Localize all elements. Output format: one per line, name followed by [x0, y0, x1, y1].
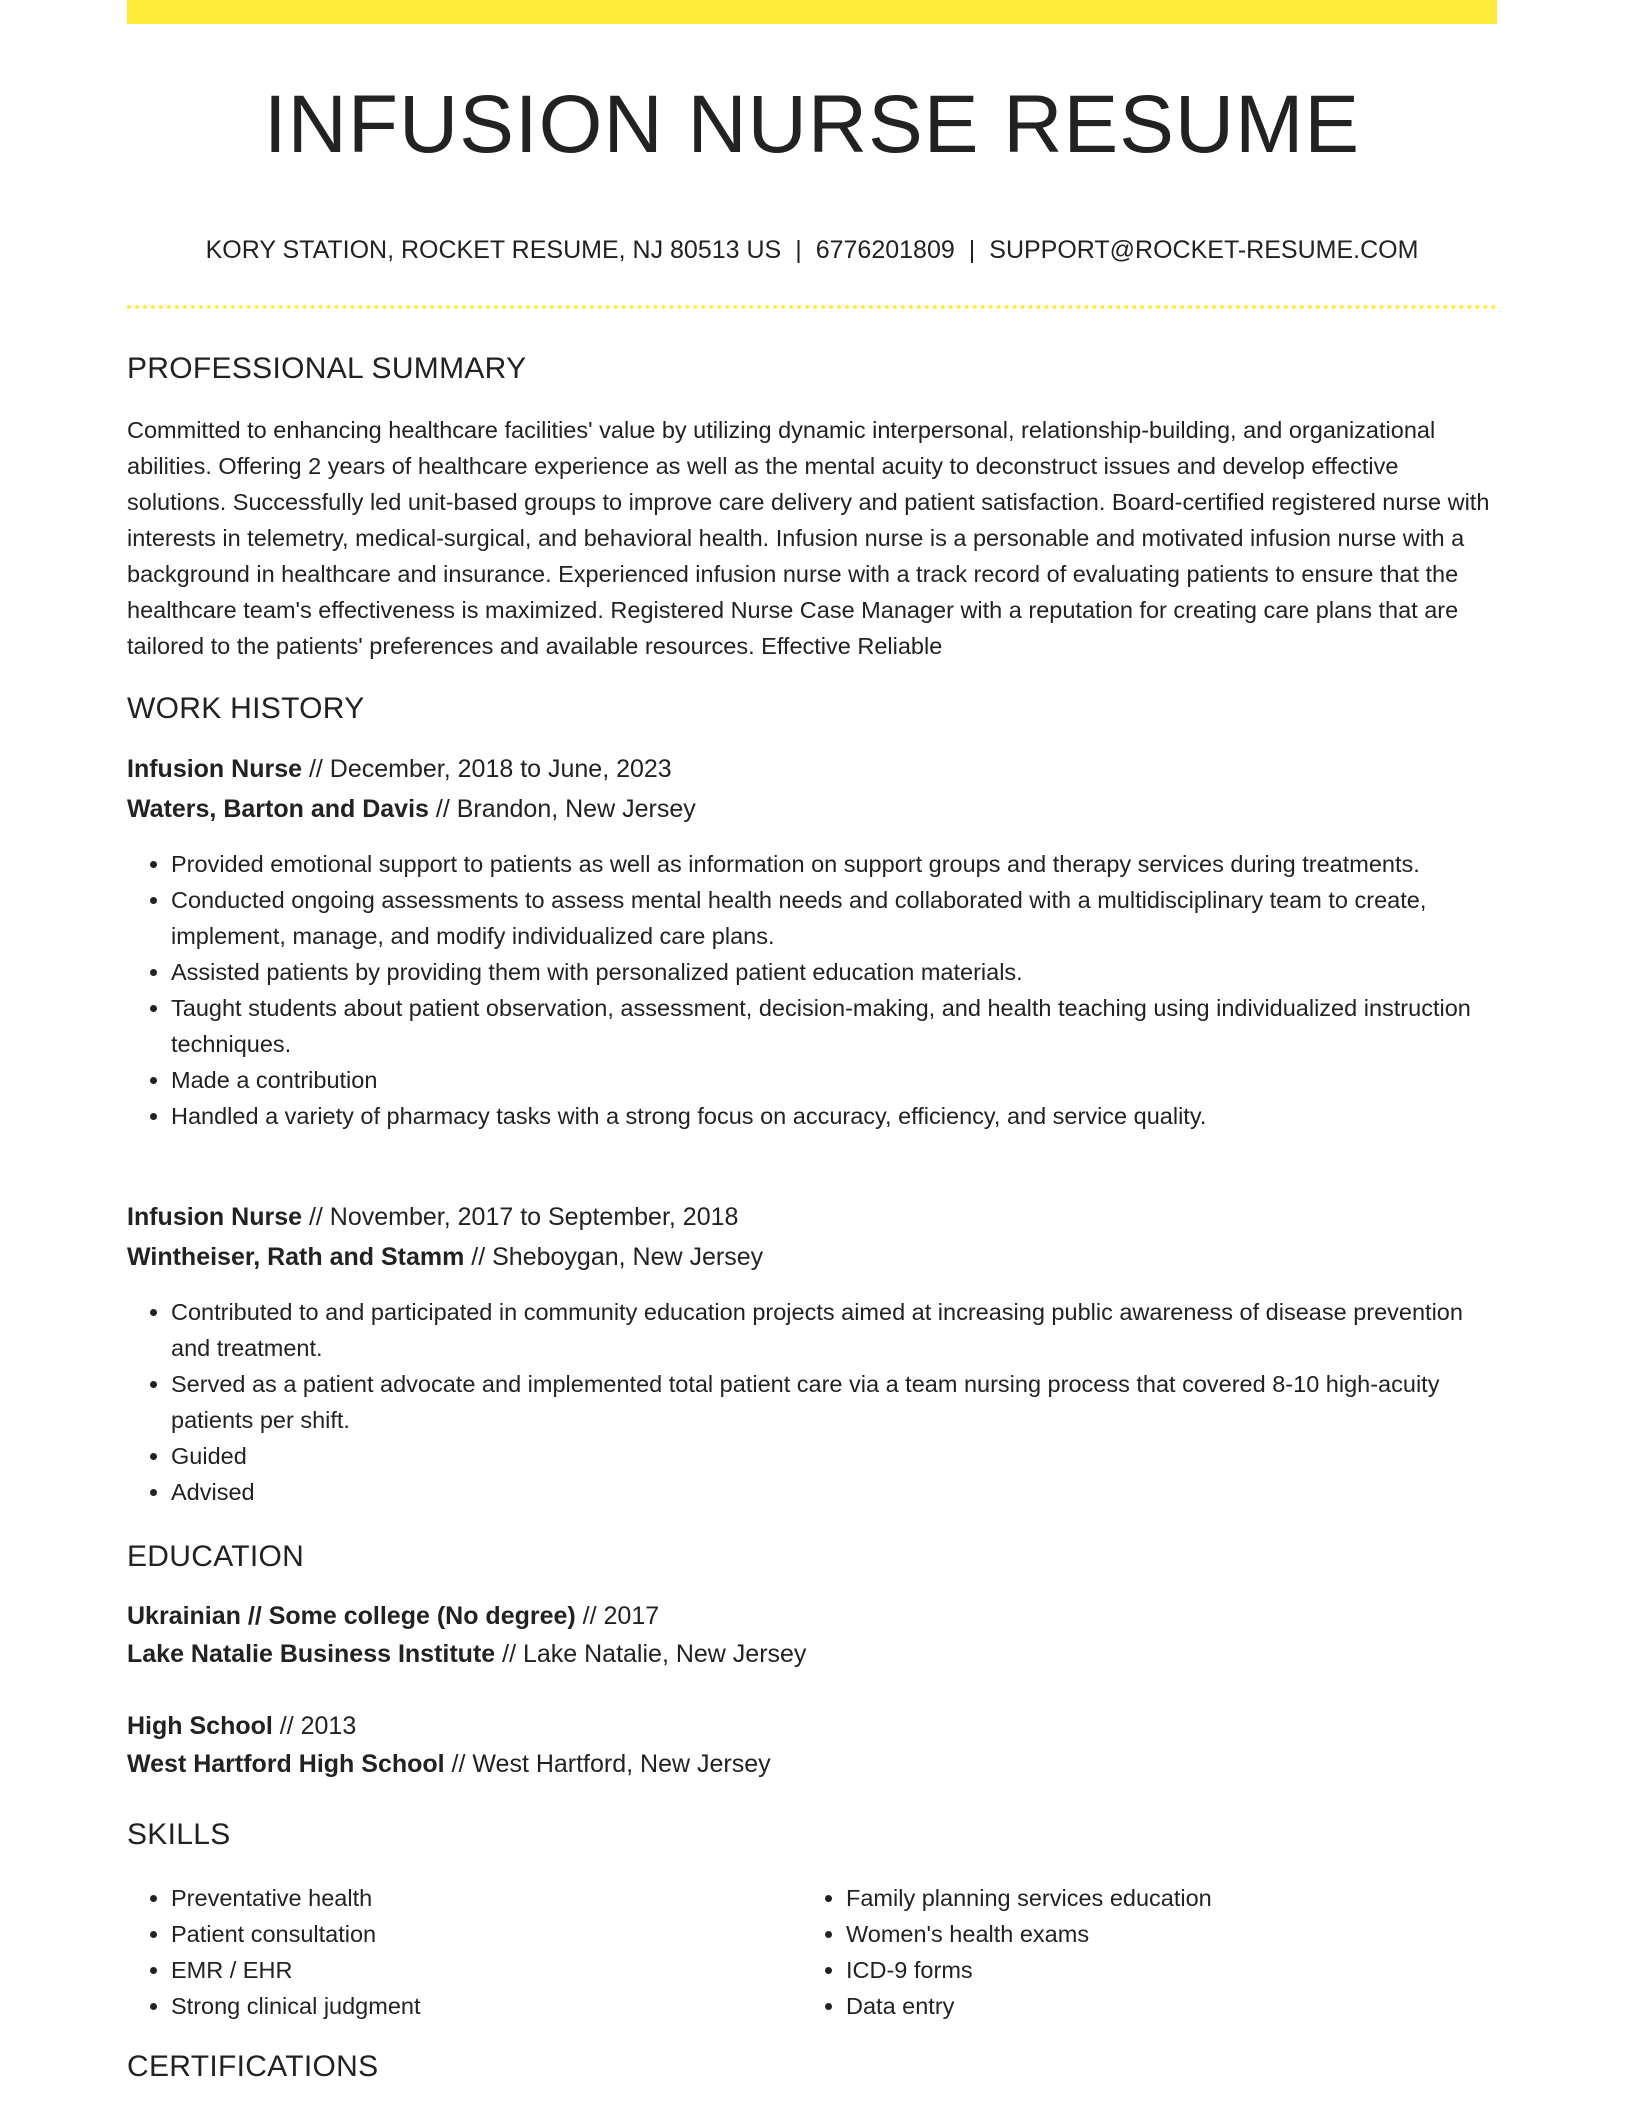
job-bullets: [127, 846, 1497, 1134]
job-title-line: [127, 755, 672, 784]
list-item: • ICD-9 forms: [846, 1952, 1496, 1988]
list-item: • Contributed to and participated in community education projects aimed at increasing public awareness of disease prevention and treatment.: [171, 1294, 1497, 1366]
job-title: Infusion Nurse: [127, 755, 303, 783]
job-location: // Sheboygan, New Jersey: [464, 1243, 764, 1271]
education-location: // Lake Natalie, New Jersey: [495, 1640, 807, 1668]
job-title: Infusion Nurse: [127, 1203, 303, 1231]
job-company: Wintheiser, Rath and Stamm: [127, 1243, 465, 1271]
list-item: • EMR / EHR: [171, 1952, 801, 1988]
list-item: • Data entry: [846, 1988, 1496, 2024]
education-location: // West Hartford, New Jersey: [444, 1750, 771, 1778]
education-school: Lake Natalie Business Institute: [127, 1640, 496, 1668]
list-item: • Family planning services education: [846, 1880, 1496, 1916]
summary-heading: PROFESSIONAL SUMMARY: [127, 352, 527, 385]
skills-list-right: [802, 1880, 1496, 2024]
education-year: // 2013: [272, 1712, 357, 1740]
list-item: • Strong clinical judgment: [171, 1988, 801, 2024]
education-school: West Hartford High School: [127, 1750, 445, 1778]
job-location: // Brandon, New Jersey: [428, 795, 696, 823]
education-degree: Ukrainian // Some college (No degree): [127, 1602, 576, 1630]
list-item: • Taught students about patient observation, assessment, decision-making, and health teaching using individualized instruction techniques.: [171, 990, 1497, 1062]
dotted-divider: [127, 305, 1497, 309]
contact-address: KORY STATION, ROCKET RESUME, NJ 80513 US: [205, 236, 782, 264]
education-school-line: [127, 1750, 771, 1779]
work-history-heading: WORK HISTORY: [127, 692, 365, 725]
list-item: • Women's health exams: [846, 1916, 1496, 1952]
job-company-line: [127, 1243, 763, 1272]
job-dates: // November, 2017 to September, 2018: [302, 1203, 739, 1231]
resume-title: INFUSION NURSE RESUME: [263, 79, 1361, 170]
list-item: • Guided: [171, 1438, 1497, 1474]
list-item: • Provided emotional support to patients as well as information on support groups and therapy services during treatments.: [171, 846, 1497, 882]
job-bullets: [127, 1294, 1497, 1510]
contact-email[interactable]: SUPPORT@ROCKET-RESUME.COM: [989, 236, 1419, 264]
education-degree: High School: [127, 1712, 273, 1740]
list-item: • Made a contribution: [171, 1062, 1497, 1098]
job-company: Waters, Barton and Davis: [127, 795, 429, 823]
summary-text: Committed to enhancing healthcare facilities' value by utilizing dynamic interpersonal, relationship-building, and organizational abilities. Offering 2 years of healthcare experience as well as the mental acuity to deconstruct issues and develop effective solutions. Successfully led unit-based groups to improve care delivery and patient satisfaction. Board-certified registered nurse with interests in telemetry, medical-surgical, and behavioral health. Infusion nurse is a personable and motivated infusion nurse with a background in healthcare and insurance. Experienced infusion nurse with a track record of evaluating patients to ensure that the healthcare team's effectiveness is maximized. Registered Nurse Case Manager with a reputation for creating care plans that are tailored to the patients' preferences and available resources. Effective Reliable: [127, 417, 1490, 659]
contact-phone: 6776201809: [815, 236, 955, 264]
accent-top-bar: [127, 0, 1497, 24]
list-item: • Served as a patient advocate and implemented total patient care via a team nursing process that covered 8-10 high-acuity patients per shift.: [171, 1366, 1497, 1438]
list-item: • Patient consultation: [171, 1916, 801, 1952]
education-heading: EDUCATION: [127, 1540, 305, 1573]
job-dates: // December, 2018 to June, 2023: [302, 755, 672, 783]
list-item: • Assisted patients by providing them with personalized patient education materials.: [171, 954, 1497, 990]
education-school-line: [127, 1640, 806, 1669]
skills-heading: SKILLS: [127, 1818, 231, 1851]
list-item: • Conducted ongoing assessments to assess mental health needs and collaborated with a multidisciplinary team to create, implement, manage, and modify individualized care plans.: [171, 882, 1497, 954]
education-degree-line: [127, 1712, 356, 1741]
job-company-line: [127, 795, 696, 824]
certifications-heading: CERTIFICATIONS: [127, 2050, 379, 2083]
list-item: • Advised: [171, 1474, 1497, 1510]
education-degree-line: [127, 1602, 659, 1631]
skills-list-left: [127, 1880, 801, 2024]
job-title-line: [127, 1203, 738, 1232]
list-item: • Handled a variety of pharmacy tasks with a strong focus on accuracy, efficiency, and service quality.: [171, 1098, 1497, 1134]
list-item: • Preventative health: [171, 1880, 801, 1916]
contact-separator: |: [968, 236, 976, 264]
contact-line: [127, 236, 1497, 265]
contact-separator: |: [795, 236, 802, 264]
education-year: // 2017: [575, 1602, 660, 1630]
